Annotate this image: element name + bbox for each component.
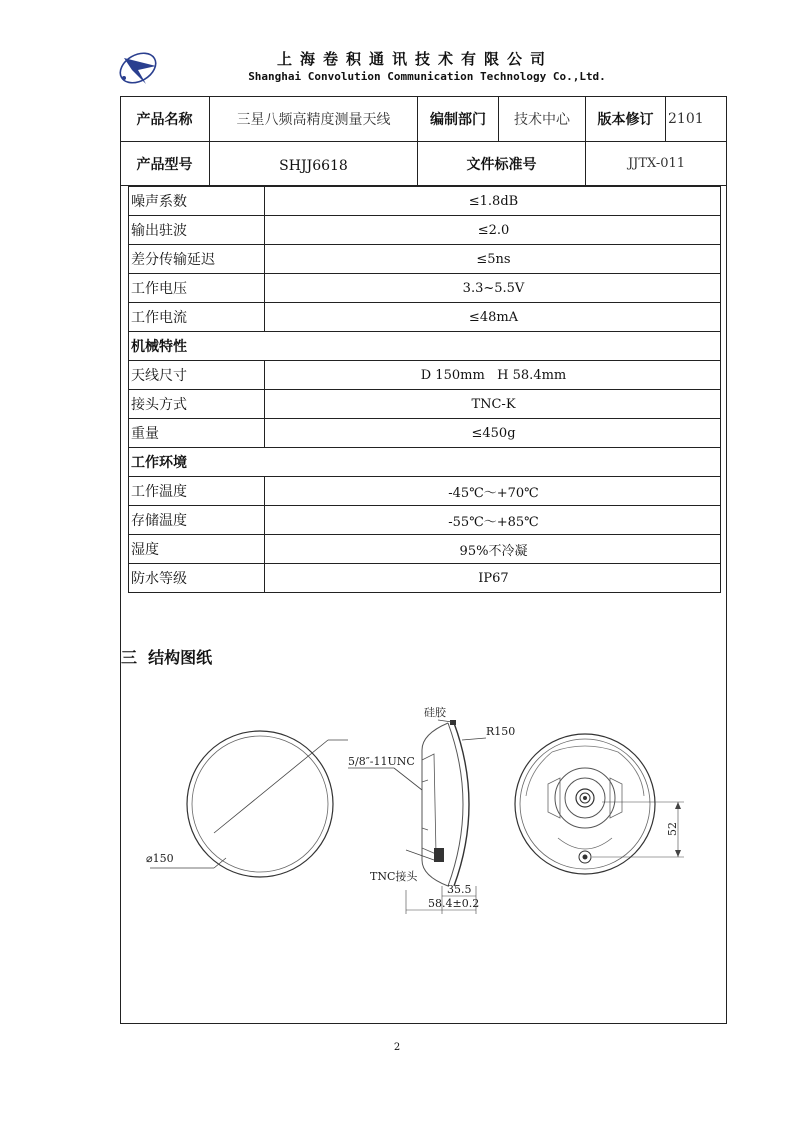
spec-value: -45℃～+70℃ bbox=[265, 477, 721, 506]
spec-value: ≤5ns bbox=[265, 245, 721, 274]
mechanical-title: 机械特性 bbox=[129, 332, 721, 361]
section-3-title: 三 结构图纸 bbox=[121, 648, 213, 667]
spec-value: ≤2.0 bbox=[265, 216, 721, 245]
spec-value: TNC-K bbox=[265, 390, 721, 419]
spec-row bbox=[129, 390, 721, 419]
thread-label: 5/8″-11UNC bbox=[348, 755, 415, 768]
company-name-en: Shanghai Convolution Communication Technology Co.,Ltd. bbox=[248, 70, 606, 83]
tnc-label: TNC接头 bbox=[370, 870, 418, 883]
spec-value: -55℃～+85℃ bbox=[265, 506, 721, 535]
spec-name: 防水等级 bbox=[129, 564, 265, 593]
bottom-view bbox=[515, 734, 684, 874]
spec-name: 工作温度 bbox=[129, 477, 265, 506]
spec-row bbox=[129, 477, 721, 506]
spec-name: 天线尺寸 bbox=[129, 361, 265, 390]
spec-name: 输出驻波 bbox=[129, 216, 265, 245]
spec-name: 工作电流 bbox=[129, 303, 265, 332]
spec-value: 95%不冷凝 bbox=[265, 535, 721, 564]
section-row bbox=[129, 332, 721, 361]
spec-row bbox=[129, 361, 721, 390]
dim-35-5: 35.5 bbox=[447, 883, 472, 896]
spec-row bbox=[129, 245, 721, 274]
structure-drawing bbox=[122, 690, 725, 920]
radius-label: R150 bbox=[486, 725, 516, 738]
dim-58-4: 58.4±0.2 bbox=[428, 897, 480, 910]
spec-row bbox=[129, 506, 721, 535]
company-logo-icon bbox=[116, 44, 162, 90]
spec-row bbox=[129, 564, 721, 593]
doc-no-value: JJTX-011 bbox=[627, 156, 686, 171]
company-name-cn: 上海卷积通讯技术有限公司 bbox=[276, 50, 553, 68]
environment-title: 工作环境 bbox=[129, 448, 721, 477]
top-view bbox=[146, 731, 348, 877]
side-view bbox=[348, 706, 515, 914]
spec-value: ≤48mA bbox=[265, 303, 721, 332]
spec-value: 3.3~5.5V bbox=[265, 274, 721, 303]
spec-value: D 150mm H 58.4mm bbox=[265, 361, 721, 390]
spec-name: 存储温度 bbox=[129, 506, 265, 535]
dim-52: 52 bbox=[666, 822, 679, 836]
section-row bbox=[129, 448, 721, 477]
dept-value: 技术中心 bbox=[514, 111, 570, 128]
spec-value: ≤450g bbox=[265, 419, 721, 448]
spec-name: 差分传输延迟 bbox=[129, 245, 265, 274]
spec-name: 重量 bbox=[129, 419, 265, 448]
spec-value: IP67 bbox=[265, 564, 721, 593]
doc-no-label: 文件标准号 bbox=[466, 156, 537, 173]
spec-name: 噪声系数 bbox=[129, 187, 265, 216]
version-label: 版本修订 bbox=[597, 111, 654, 128]
spec-row bbox=[129, 535, 721, 564]
spec-name: 湿度 bbox=[129, 535, 265, 564]
product-name-label: 产品名称 bbox=[136, 111, 193, 128]
spec-row bbox=[129, 303, 721, 332]
version-value: 2101 bbox=[668, 110, 704, 127]
spec-value: ≤1.8dB bbox=[265, 187, 721, 216]
spec-table bbox=[128, 186, 721, 593]
spec-row bbox=[129, 419, 721, 448]
model-label: 产品型号 bbox=[136, 156, 193, 173]
spec-row bbox=[129, 187, 721, 216]
page-number: 2 bbox=[393, 1042, 401, 1053]
spec-row bbox=[129, 274, 721, 303]
spec-name: 工作电压 bbox=[129, 274, 265, 303]
spec-name: 接头方式 bbox=[129, 390, 265, 419]
product-name-value: 三星八频高精度测量天线 bbox=[236, 111, 391, 128]
dept-label: 编制部门 bbox=[430, 111, 486, 128]
model-value: SHJJ6618 bbox=[279, 157, 348, 174]
diameter-label: ⌀150 bbox=[146, 852, 174, 865]
spec-row bbox=[129, 216, 721, 245]
silicone-label: 硅胶 bbox=[424, 706, 446, 719]
